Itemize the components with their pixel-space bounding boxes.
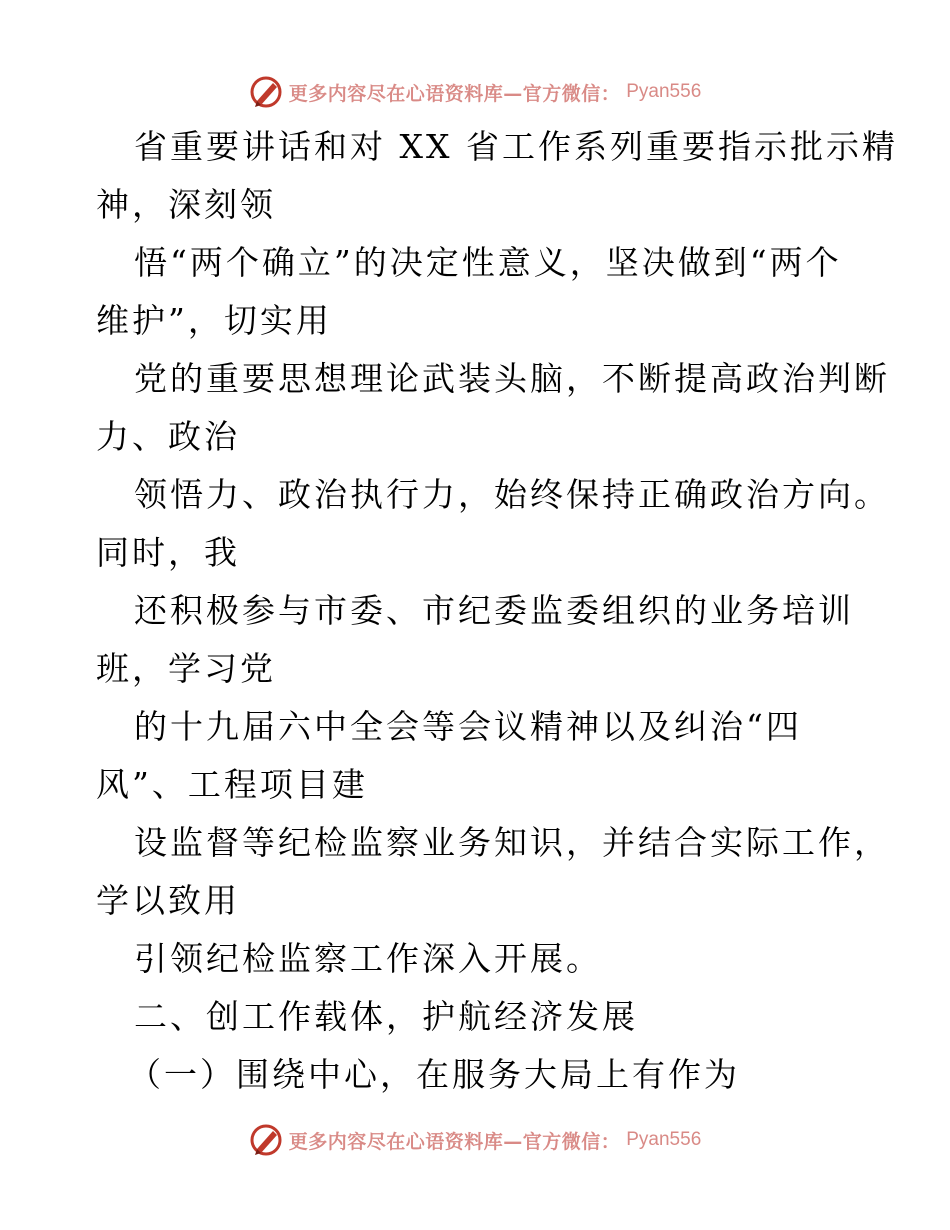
body-line: 班，学习党 <box>96 649 276 688</box>
body-line: 领悟力、政治执行力，始终保持正确政治方向。 <box>134 475 890 514</box>
pen-logo-icon <box>249 75 283 109</box>
body-line: 同时，我 <box>96 533 240 572</box>
subsection-heading: （一）围绕中心，在服务大局上有作为 <box>128 1055 740 1094</box>
body-line: 维护”，切实用 <box>96 301 332 340</box>
body-line: 悟“两个确立”的决定性意义，坚决做到“两个 <box>134 243 842 282</box>
body-line: 学以致用 <box>96 881 240 920</box>
body-line: 设监督等纪检监察业务知识，并结合实际工作， <box>134 823 890 862</box>
body-line: 力、政治 <box>96 417 240 456</box>
body-line: 引领纪检监察工作深入开展。 <box>134 939 602 978</box>
watermark-text: 更多内容尽在心语资料库—官方微信： <box>288 1130 621 1153</box>
watermark-text: 更多内容尽在心语资料库—官方微信： <box>288 82 621 105</box>
body-line: 风”、工程项目建 <box>96 765 368 804</box>
body-line: 党的重要思想理论武装头脑，不断提高政治判断 <box>134 359 890 398</box>
watermark-wechat-id: Pyan556 <box>626 1129 702 1150</box>
watermark-wechat-id: Pyan556 <box>626 81 702 102</box>
footer-watermark <box>0 1120 950 1160</box>
document-body <box>96 118 898 1104</box>
body-line: 还积极参与市委、市纪委监委组织的业务培训 <box>134 591 854 630</box>
body-line: 省重要讲话和对 XX 省工作系列重要指示批示精 <box>134 127 898 166</box>
pen-logo-icon <box>249 1123 283 1157</box>
header-watermark <box>0 72 950 112</box>
section-heading: 二、创工作载体，护航经济发展 <box>134 997 638 1036</box>
body-line: 神，深刻领 <box>96 185 276 224</box>
body-line: 的十九届六中全会等会议精神以及纠治“四 <box>134 707 802 746</box>
